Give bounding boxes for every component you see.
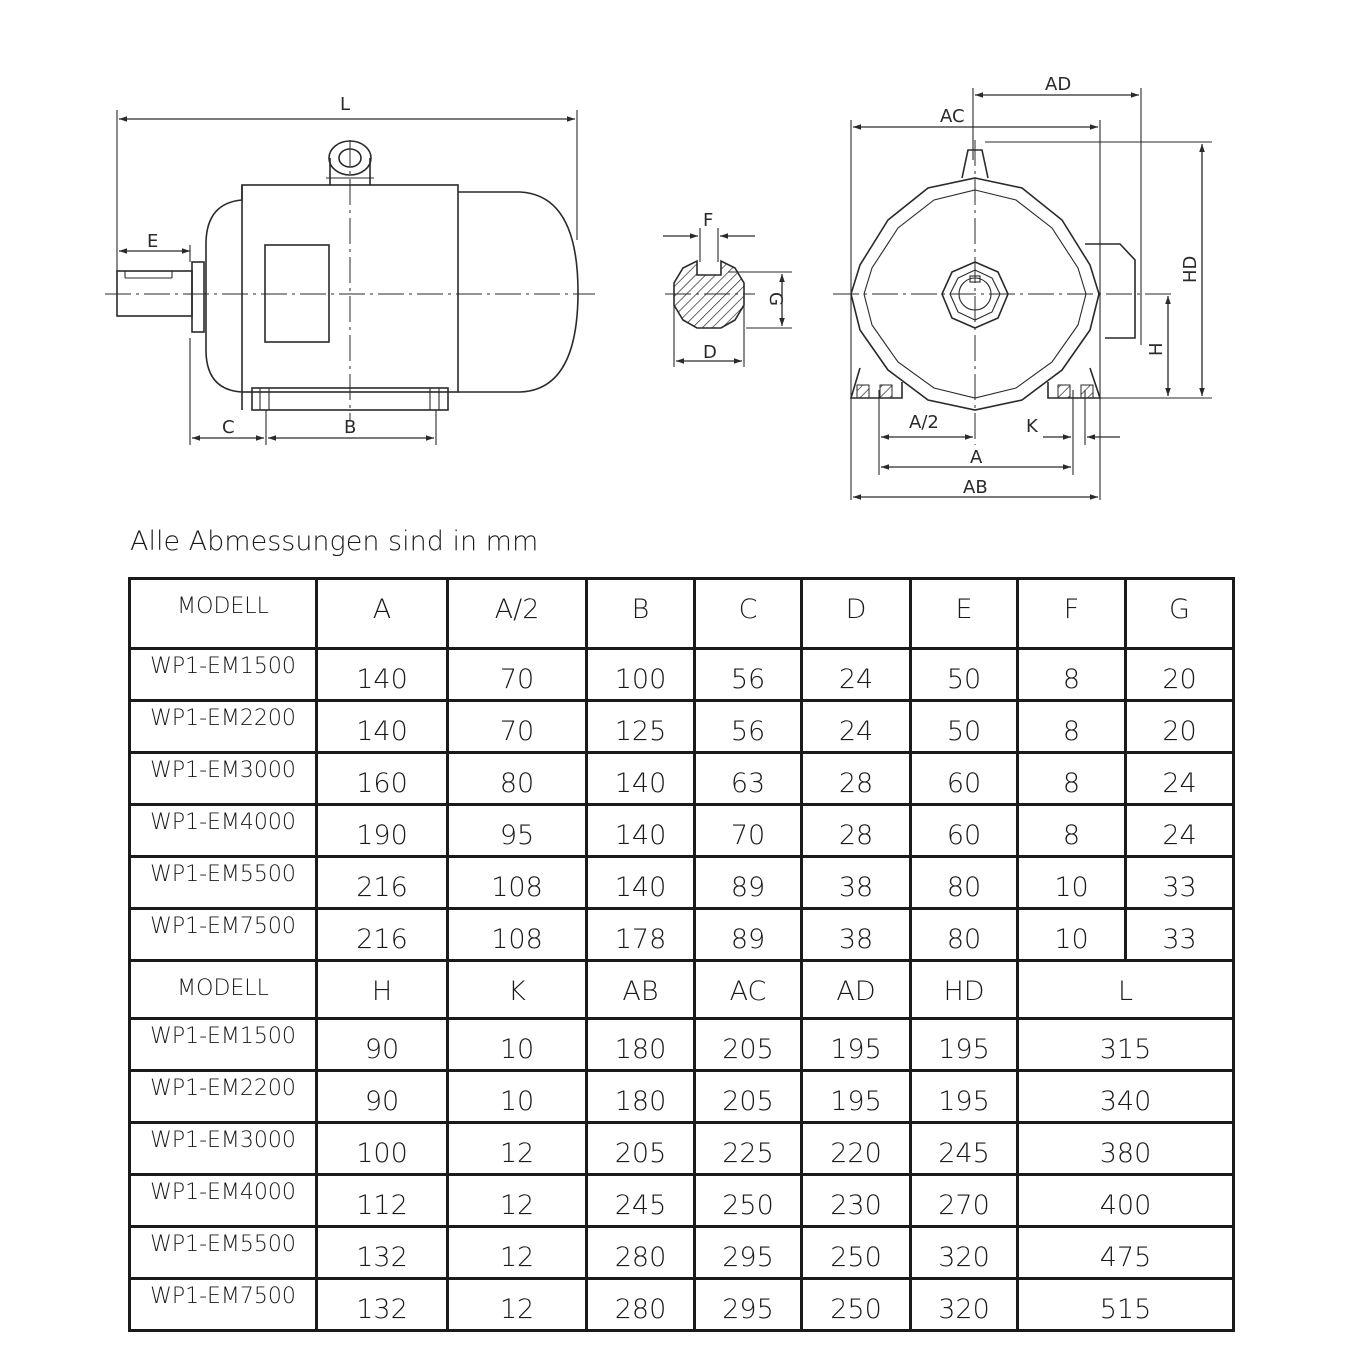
value-cell: 230	[802, 1175, 911, 1227]
label-A-half: A/2	[909, 412, 939, 433]
table2-header-cell: AB	[587, 961, 695, 1019]
value-cell: 24	[1126, 805, 1234, 857]
value-cell: 295	[695, 1279, 802, 1331]
side-view	[105, 94, 595, 445]
value-cell: 89	[695, 909, 802, 961]
label-L: L	[340, 94, 351, 115]
value-cell: 28	[802, 805, 911, 857]
table-row	[130, 1227, 1234, 1279]
table2-header-cell: H	[317, 961, 448, 1019]
label-K: K	[1026, 416, 1038, 437]
value-cell: 280	[587, 1227, 695, 1279]
value-cell: 140	[587, 857, 695, 909]
value-cell: 10	[1018, 857, 1126, 909]
value-cell: 95	[448, 805, 587, 857]
value-cell: 56	[695, 649, 802, 701]
label-B: B	[344, 417, 357, 438]
value-cell: 10	[448, 1019, 587, 1071]
value-cell: 63	[695, 753, 802, 805]
value-cell: 80	[911, 909, 1018, 961]
value-cell: 140	[587, 805, 695, 857]
value-cell: 320	[911, 1279, 1018, 1331]
value-cell: 10	[448, 1071, 587, 1123]
value-cell: 89	[695, 857, 802, 909]
value-cell: 80	[448, 753, 587, 805]
table2-header-cell: K	[448, 961, 587, 1019]
table2-body	[130, 961, 1234, 1331]
value-cell: 195	[802, 1019, 911, 1071]
value-cell: 24	[802, 701, 911, 753]
value-cell: 245	[587, 1175, 695, 1227]
table-row	[130, 909, 1234, 961]
table1-header-cell: MODELL	[130, 579, 317, 649]
model-cell: WP1-EM7500	[130, 909, 317, 961]
table2-header-cell: HD	[911, 961, 1018, 1019]
value-cell: 315	[1018, 1019, 1234, 1071]
value-cell: 12	[448, 1227, 587, 1279]
table2-header-row	[130, 961, 1234, 1019]
value-cell: 205	[587, 1123, 695, 1175]
value-cell: 270	[911, 1175, 1018, 1227]
label-D: D	[703, 342, 717, 363]
model-cell: WP1-EM3000	[130, 1123, 317, 1175]
model-cell: WP1-EM4000	[130, 1175, 317, 1227]
value-cell: 90	[317, 1071, 448, 1123]
table1-header-cell: A	[317, 579, 448, 649]
value-cell: 140	[317, 649, 448, 701]
table1-header-cell: A/2	[448, 579, 587, 649]
value-cell: 180	[587, 1019, 695, 1071]
value-cell: 12	[448, 1123, 587, 1175]
value-cell: 178	[587, 909, 695, 961]
table2-header-cell: L	[1018, 961, 1234, 1019]
table1-header-row	[130, 579, 1234, 649]
motor-dimension-drawing	[0, 0, 1350, 520]
value-cell: 320	[911, 1227, 1018, 1279]
value-cell: 12	[448, 1175, 587, 1227]
value-cell: 28	[802, 753, 911, 805]
model-cell: WP1-EM2200	[130, 701, 317, 753]
value-cell: 50	[911, 701, 1018, 753]
value-cell: 108	[448, 909, 587, 961]
value-cell: 250	[802, 1279, 911, 1331]
value-cell: 24	[1126, 753, 1234, 805]
table1-header-cell: B	[587, 579, 695, 649]
value-cell: 100	[587, 649, 695, 701]
model-cell: WP1-EM4000	[130, 805, 317, 857]
table1-body	[130, 579, 1234, 961]
table-row	[130, 1019, 1234, 1071]
value-cell: 160	[317, 753, 448, 805]
value-cell: 8	[1018, 701, 1126, 753]
label-G: G	[765, 292, 786, 306]
value-cell: 8	[1018, 649, 1126, 701]
value-cell: 475	[1018, 1227, 1234, 1279]
value-cell: 20	[1126, 649, 1234, 701]
value-cell: 60	[911, 805, 1018, 857]
value-cell: 140	[587, 753, 695, 805]
table-row	[130, 857, 1234, 909]
label-AC: AC	[940, 106, 965, 127]
label-HD: HD	[1180, 255, 1201, 283]
table2-header-cell: AD	[802, 961, 911, 1019]
value-cell: 108	[448, 857, 587, 909]
value-cell: 400	[1018, 1175, 1234, 1227]
value-cell: 70	[695, 805, 802, 857]
model-cell: WP1-EM5500	[130, 1227, 317, 1279]
model-cell: WP1-EM5500	[130, 857, 317, 909]
value-cell: 125	[587, 701, 695, 753]
value-cell: 20	[1126, 701, 1234, 753]
units-caption: Alle Abmessungen sind in mm	[130, 526, 539, 557]
table2-header-cell: MODELL	[130, 961, 317, 1019]
value-cell: 295	[695, 1227, 802, 1279]
value-cell: 12	[448, 1279, 587, 1331]
table-row	[130, 649, 1234, 701]
table-row	[130, 805, 1234, 857]
value-cell: 195	[911, 1071, 1018, 1123]
value-cell: 250	[802, 1227, 911, 1279]
table-row	[130, 1279, 1234, 1331]
value-cell: 205	[695, 1071, 802, 1123]
value-cell: 216	[317, 857, 448, 909]
table-row	[130, 1175, 1234, 1227]
value-cell: 60	[911, 753, 1018, 805]
value-cell: 190	[317, 805, 448, 857]
table1-header-cell: F	[1018, 579, 1126, 649]
table1-header-cell: D	[802, 579, 911, 649]
value-cell: 140	[317, 701, 448, 753]
table1-header-cell: G	[1126, 579, 1234, 649]
model-cell: WP1-EM7500	[130, 1279, 317, 1331]
table2-header-cell: AC	[695, 961, 802, 1019]
value-cell: 50	[911, 649, 1018, 701]
value-cell: 195	[802, 1071, 911, 1123]
value-cell: 38	[802, 909, 911, 961]
value-cell: 132	[317, 1279, 448, 1331]
value-cell: 33	[1126, 909, 1234, 961]
value-cell: 70	[448, 649, 587, 701]
model-cell: WP1-EM2200	[130, 1071, 317, 1123]
table1-header-cell: E	[911, 579, 1018, 649]
table-row	[130, 1123, 1234, 1175]
label-C: C	[222, 417, 235, 438]
table-row	[130, 753, 1234, 805]
value-cell: 38	[802, 857, 911, 909]
value-cell: 280	[587, 1279, 695, 1331]
value-cell: 205	[695, 1019, 802, 1071]
model-cell: WP1-EM1500	[130, 649, 317, 701]
value-cell: 340	[1018, 1071, 1234, 1123]
value-cell: 8	[1018, 805, 1126, 857]
model-cell: WP1-EM3000	[130, 753, 317, 805]
value-cell: 250	[695, 1175, 802, 1227]
label-H: H	[1146, 342, 1167, 356]
value-cell: 220	[802, 1123, 911, 1175]
value-cell: 80	[911, 857, 1018, 909]
value-cell: 100	[317, 1123, 448, 1175]
table-row	[130, 1071, 1234, 1123]
shaft-section-view	[663, 210, 792, 367]
front-view	[833, 74, 1212, 500]
value-cell: 132	[317, 1227, 448, 1279]
value-cell: 24	[802, 649, 911, 701]
value-cell: 216	[317, 909, 448, 961]
model-cell: WP1-EM1500	[130, 1019, 317, 1071]
table-row	[130, 701, 1234, 753]
value-cell: 56	[695, 701, 802, 753]
label-AD: AD	[1045, 74, 1072, 95]
label-A: A	[970, 447, 983, 468]
value-cell: 112	[317, 1175, 448, 1227]
value-cell: 515	[1018, 1279, 1234, 1331]
value-cell: 180	[587, 1071, 695, 1123]
value-cell: 8	[1018, 753, 1126, 805]
label-AB: AB	[963, 477, 988, 498]
value-cell: 33	[1126, 857, 1234, 909]
value-cell: 245	[911, 1123, 1018, 1175]
label-F: F	[703, 210, 714, 231]
value-cell: 10	[1018, 909, 1126, 961]
value-cell: 70	[448, 701, 587, 753]
value-cell: 225	[695, 1123, 802, 1175]
label-E: E	[147, 231, 159, 252]
value-cell: 195	[911, 1019, 1018, 1071]
value-cell: 380	[1018, 1123, 1234, 1175]
table1-header-cell: C	[695, 579, 802, 649]
value-cell: 90	[317, 1019, 448, 1071]
dimensions-table	[128, 577, 1235, 1332]
